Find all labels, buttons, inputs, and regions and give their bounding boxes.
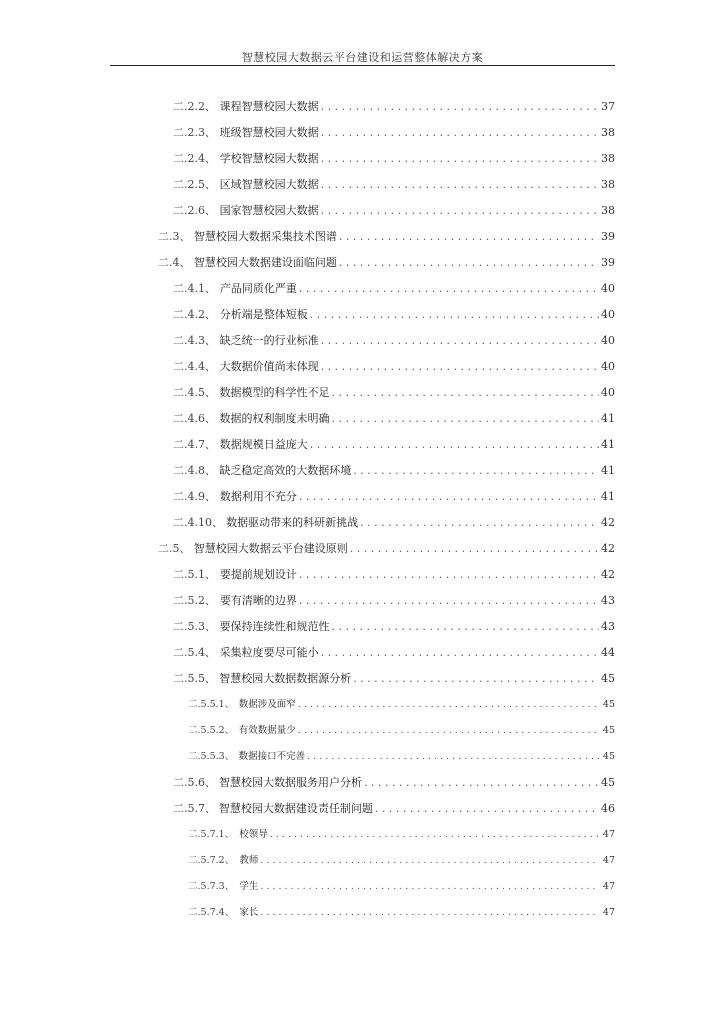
toc-number: 二.4.6、 [173,412,216,425]
toc-entry[interactable] [173,801,615,817]
toc-entry[interactable] [173,437,615,453]
toc-entry[interactable] [173,385,615,401]
toc-number: 二.5.7、 [173,802,216,815]
toc-entry[interactable] [173,775,615,791]
toc-title: 大数据价值尚未体现 [219,360,319,373]
running-header: 智慧校园大数据云平台建设和运营整体解决方案 [241,51,484,64]
toc-title: 智慧校园大数据云平台建设原则 [193,542,348,555]
toc-entry[interactable] [173,281,615,297]
toc-title: 数据的权利制度未明确 [219,412,330,425]
dot-leader [339,229,599,245]
toc-entry[interactable] [173,489,615,505]
toc-page: 43 [601,594,615,607]
toc-title: 智慧校园大数据数据源分析 [219,672,352,685]
toc-entry[interactable] [188,879,615,895]
dot-leader [298,723,599,739]
dot-leader [270,827,599,843]
toc-number: 二.3、 [158,230,191,243]
toc-title: 数据驱动带来的科研新挑战 [226,516,359,529]
toc-page: 40 [601,360,615,373]
toc-number: 二.5.2、 [173,594,216,607]
toc-number: 二.2.5、 [173,178,216,191]
toc-page: 40 [601,334,615,347]
toc-title: 校领导 [239,829,268,840]
toc-number: 二.5.7.2、 [188,855,235,866]
toc-entry[interactable] [158,229,615,245]
dot-leader [364,775,599,791]
toc-number: 二.5.5、 [173,672,216,685]
toc-page: 41 [601,438,615,451]
toc-entry[interactable] [173,463,615,479]
toc-page: 47 [602,855,615,866]
toc-entry[interactable] [173,567,615,583]
toc-page: 41 [601,490,615,503]
toc-number: 二.5.5.1、 [188,699,235,710]
toc-entry[interactable] [173,203,615,219]
toc-page: 39 [601,256,615,269]
toc-page: 47 [602,881,615,892]
toc-number: 二.2.2、 [173,100,216,113]
toc-number: 二.5.6、 [173,776,216,789]
dot-leader [299,567,599,583]
toc-page: 42 [601,516,615,529]
dot-leader [298,697,599,713]
toc-number: 二.4、 [158,256,191,269]
toc-number: 二.5.4、 [173,646,216,659]
dot-leader [353,463,599,479]
toc-number: 二.2.4、 [173,152,216,165]
toc-page: 45 [602,725,615,736]
dot-leader [260,853,599,869]
toc-title: 智慧校园大数据建设面临问题 [193,256,337,269]
toc-title: 智慧校园大数据采集技术图谱 [193,230,337,243]
toc-entry[interactable] [173,359,615,375]
toc-title: 要有清晰的边界 [219,594,297,607]
toc-entry[interactable] [173,151,615,167]
toc-page: 45 [601,776,615,789]
toc-page: 40 [601,308,615,321]
toc-entry[interactable] [188,905,615,921]
toc-title: 数据涉及面窄 [238,699,296,710]
toc-title: 数据模型的科学性不足 [219,386,330,399]
toc-title: 智慧校园大数据服务用户分析 [219,776,363,789]
toc-number: 二.4.10、 [173,516,223,529]
toc-number: 二.5.5.3、 [188,751,235,762]
toc-title: 智慧校园大数据建设责任制问题 [218,802,373,815]
toc-title: 分析端是整体短板 [219,308,308,321]
toc-entry[interactable] [188,853,615,869]
dot-leader [321,125,599,141]
toc-page: 45 [602,751,615,762]
toc-entry[interactable] [173,619,615,635]
toc-page: 46 [601,802,615,815]
toc-title: 要提前规划设计 [219,568,297,581]
toc-title: 产品同质化严重 [219,282,297,295]
toc-title: 要保持连续性和规范性 [219,620,330,633]
toc-number: 二.5.3、 [173,620,216,633]
dot-leader [332,385,600,401]
toc-entry[interactable] [173,99,615,115]
toc-entry[interactable] [188,749,615,765]
toc-title: 区域智慧校园大数据 [219,178,319,191]
toc-entry[interactable] [173,645,615,661]
toc-page: 38 [601,152,615,165]
dot-leader [321,177,599,193]
toc-page: 47 [602,907,615,918]
toc-entry[interactable] [173,411,615,427]
toc-entry[interactable] [188,697,615,713]
toc-page: 45 [602,699,615,710]
dot-leader [321,645,599,661]
toc-entry[interactable] [173,307,615,323]
dot-leader [350,541,599,557]
dot-leader [299,489,599,505]
toc-title: 数据利用不充分 [219,490,297,503]
dot-leader [375,801,599,817]
toc-entry[interactable] [158,541,615,557]
toc-number: 二.4.1、 [173,282,216,295]
toc-page: 37 [601,100,615,113]
toc-page: 39 [601,230,615,243]
toc-page: 38 [601,126,615,139]
toc-number: 二.4.5、 [173,386,216,399]
toc-title: 家长 [239,907,259,918]
toc-number: 二.5.7.1、 [188,829,235,840]
dot-leader [310,437,599,453]
toc-page: 45 [601,672,615,685]
dot-leader [299,593,599,609]
dot-leader [321,99,599,115]
dot-leader [307,749,599,765]
toc-entry[interactable] [188,723,615,739]
dot-leader [260,879,599,895]
toc-title: 国家智慧校园大数据 [219,204,319,217]
toc-page: 38 [601,204,615,217]
toc-entry[interactable] [173,515,615,531]
toc-title: 课程智慧校园大数据 [219,100,319,113]
header-rule [110,65,615,66]
toc-page: 47 [602,829,615,840]
dot-leader [332,411,600,427]
toc-page: 38 [601,178,615,191]
dot-leader [339,255,599,271]
toc-title: 学生 [239,881,259,892]
dot-leader [310,307,599,323]
toc-title: 学校智慧校园大数据 [219,152,319,165]
dot-leader [360,515,599,531]
toc-title: 缺乏稳定高效的大数据环境 [219,464,352,477]
toc-page: 40 [601,386,615,399]
toc-entry[interactable] [173,333,615,349]
toc-number: 二.2.3、 [173,126,216,139]
dot-leader [321,333,599,349]
toc-title: 数据接口不完善 [238,751,306,762]
toc-number: 二.5.7.3、 [188,881,235,892]
dot-leader [332,619,600,635]
toc-number: 二.5.5.2、 [188,725,235,736]
toc-page: 44 [601,646,615,659]
toc-number: 二.4.3、 [173,334,216,347]
toc-page: 43 [601,620,615,633]
dot-leader [260,905,599,921]
dot-leader [353,671,599,687]
toc-title: 采集粒度要尽可能小 [219,646,319,659]
toc-number: 二.2.6、 [173,204,216,217]
toc-title: 有效数据量少 [238,725,296,736]
dot-leader [321,151,599,167]
toc-number: 二.4.4、 [173,360,216,373]
toc-title: 数据规模日益庞大 [219,438,308,451]
toc-page: 41 [601,412,615,425]
toc-page: 42 [601,568,615,581]
toc-title: 缺乏统一的行业标准 [219,334,319,347]
toc-number: 二.5、 [158,542,191,555]
dot-leader [321,203,599,219]
dot-leader [321,359,599,375]
toc-entry[interactable] [173,125,615,141]
toc-entry[interactable] [173,177,615,193]
toc-page: 40 [601,282,615,295]
toc-number: 二.4.8、 [173,464,216,477]
toc-title: 班级智慧校园大数据 [219,126,319,139]
toc-number: 二.5.1、 [173,568,216,581]
toc-title: 教师 [239,855,259,866]
toc-number: 二.4.9、 [173,490,216,503]
toc-entry[interactable] [158,255,615,271]
toc-number: 二.4.2、 [173,308,216,321]
toc-number: 二.4.7、 [173,438,216,451]
toc-entry[interactable] [188,827,615,843]
toc-number: 二.5.7.4、 [188,907,235,918]
toc-entry[interactable] [173,593,615,609]
dot-leader [299,281,599,297]
toc-page: 42 [601,542,615,555]
toc-page: 41 [601,464,615,477]
toc-entry[interactable] [173,671,615,687]
